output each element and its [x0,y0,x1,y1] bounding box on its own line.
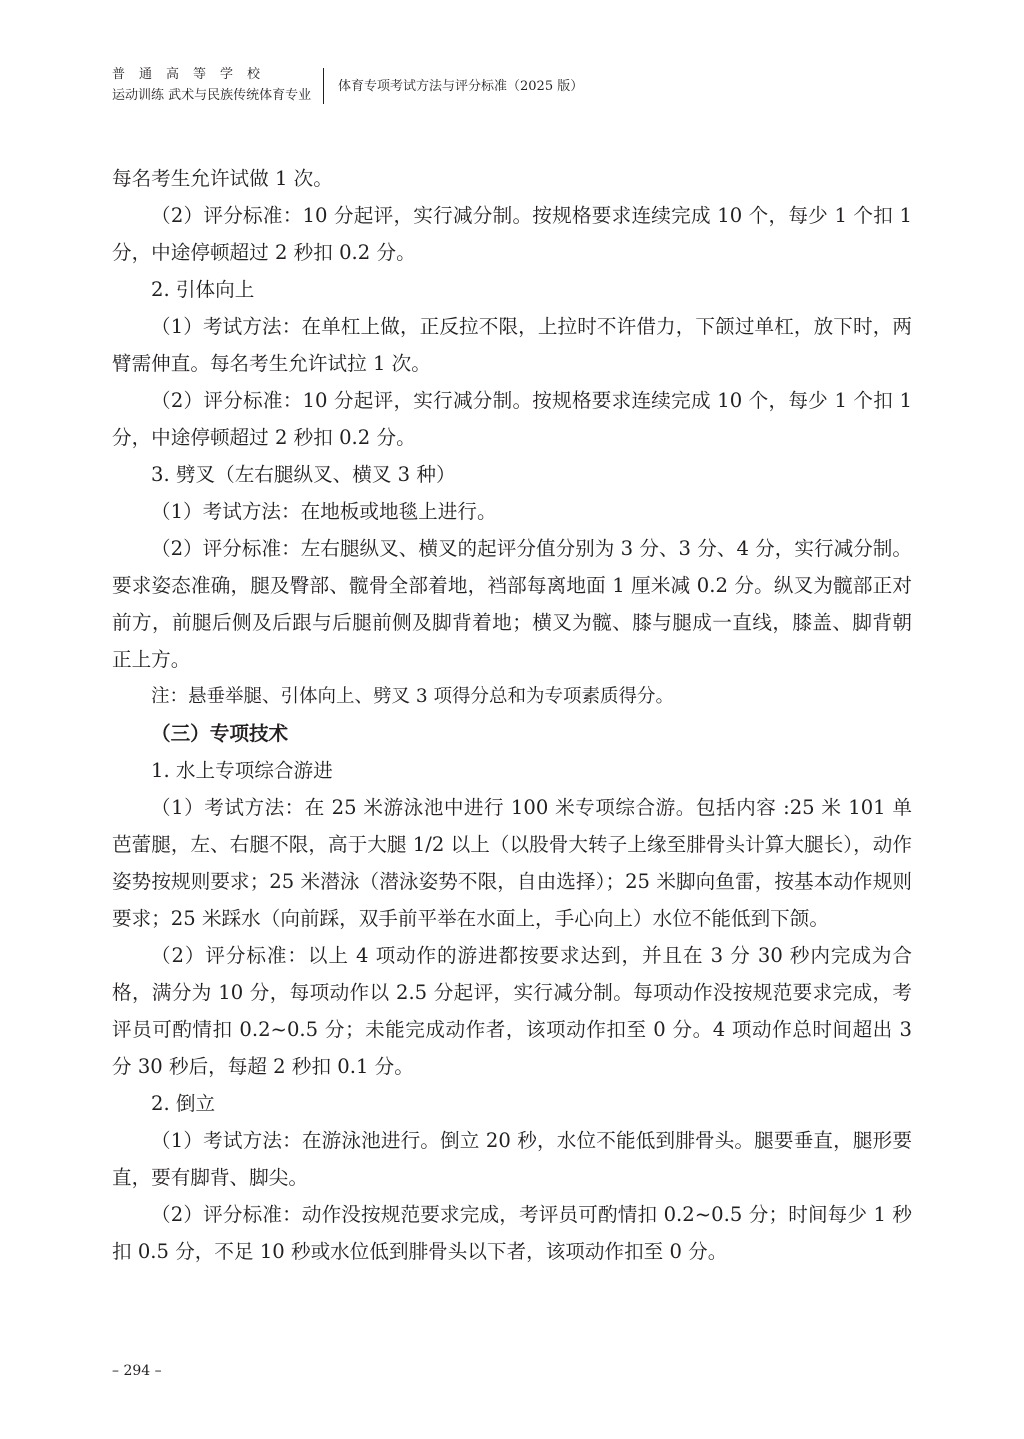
body-paragraph: （2）评分标准：动作没按规范要求完成，考评员可酌情扣 0.2~0.5 分；时间每少 1 秒扣 0.5 分，不足 10 秒或水位低到腓骨头以下者，该项动作扣至 0 分。 [112,1203,912,1263]
header-series-title: 普通高等学校 [112,67,275,82]
header-left-block [112,66,312,104]
header-book-title: 体育专项考试方法与评分标准（2025 版） [338,79,584,94]
body-paragraph: 2. 倒立 [151,1092,216,1115]
body-paragraph: （1）考试方法：在游泳池进行。倒立 20 秒，水位不能低到腓骨头。腿要垂直，腿形要直，要有脚背、脚尖。 [112,1129,912,1189]
running-header [112,66,912,106]
body-paragraph: 3. 劈叉（左右腿纵叉、横叉 3 种） [151,463,456,486]
body-paragraph: （2）评分标准：10 分起评，实行减分制。按规格要求连续完成 10 个，每少 1 个扣 1 分，中途停顿超过 2 秒扣 0.2 分。 [112,204,912,264]
body-paragraph: （2）评分标准：左右腿纵叉、横叉的起评分值分别为 3 分、3 分、4 分，实行减分制。要求姿态准确，腿及臀部、髋骨全部着地，裆部每离地面 1 厘米减 0.2 分。纵叉为髋部正对前方，前腿后侧及后跟与后腿前侧及脚背着地；横叉为髋、膝与腿成一直线，膝盖、脚背朝正上方。 [112,537,912,671]
page-body [112,160,912,1270]
body-paragraph: 2. 引体向上 [151,278,255,301]
body-paragraph: （1）考试方法：在地板或地毯上进行。 [151,500,497,523]
note-paragraph: 注：悬垂举腿、引体向上、劈叉 3 项得分总和为专项素质得分。 [151,686,675,707]
body-paragraph: （1）考试方法：在单杠上做，正反拉不限，上拉时不许借力，下颌过单杠，放下时，两臂需伸直。每名考生允许试拉 1 次。 [112,315,912,375]
page-number: – 294 – [112,1363,162,1379]
body-paragraph: （2）评分标准：以上 4 项动作的游进都按要求达到，并且在 3 分 30 秒内完成为合格，满分为 10 分，每项动作以 2.5 分起评，实行减分制。每项动作没按规范要求完成，考评员可酌情扣 0.2~0.5 分；未能完成动作者，该项动作扣至 0 分。4 项动作总时间超出 3 分 30 秒后，每超 2 秒扣 0.1 分。 [112,944,912,1078]
section-heading: （三）专项技术 [151,722,289,745]
body-paragraph: 1. 水上专项综合游进 [151,759,333,782]
header-divider [323,68,324,104]
body-paragraph: （2）评分标准：10 分起评，实行减分制。按规格要求连续完成 10 个，每少 1 个扣 1 分，中途停顿超过 2 秒扣 0.2 分。 [112,389,912,449]
header-major-title: 运动训练 武术与民族传统体育专业 [112,88,312,103]
body-paragraph: （1）考试方法：在 25 米游泳池中进行 100 米专项综合游。包括内容 :25 米 101 单芭蕾腿，左、右腿不限，高于大腿 1/2 以上（以股骨大转子上缘至腓骨头计算大腿长），动作姿势按规则要求；25 米潜泳（潜泳姿势不限，自由选择）；25 米脚向鱼雷，按基本动作规则要求；25 米踩水（向前踩，双手前平举在水面上，手心向上）水位不能低到下颌。 [112,796,912,930]
body-paragraph: 每名考生允许试做 1 次。 [112,167,333,190]
